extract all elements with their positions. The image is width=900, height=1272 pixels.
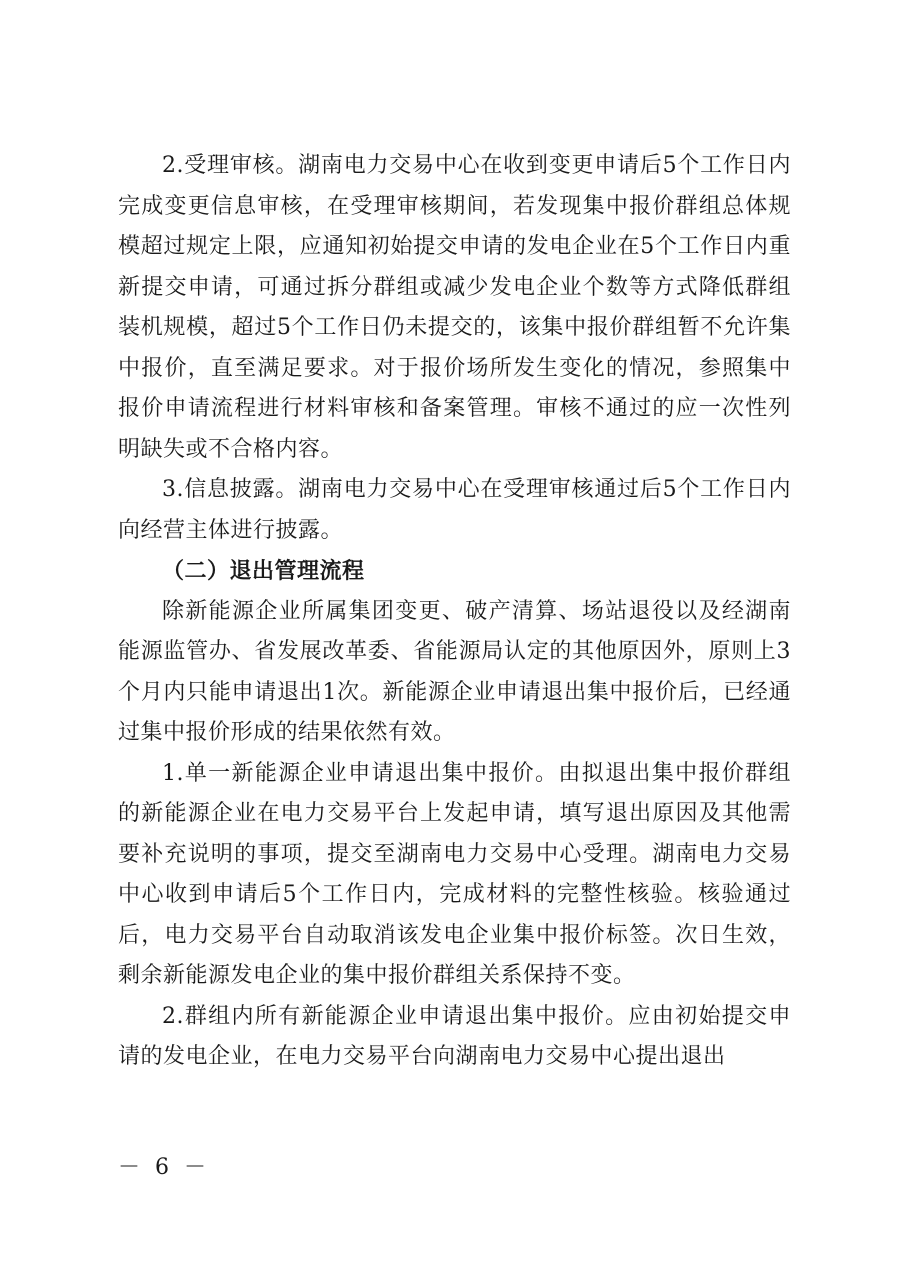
paragraph-single-enterprise-exit: 1.单一新能源企业申请退出集中报价。由拟退出集中报价群组的新能源企业在电力交易平台上发起申请，填写退出原因及其他需要补充说明的事项，提交至湖南电力交易中心受理。湖南电力交易中心收到申请后5个工作日内，完成材料的完整性核验。核验通过后，电力交易平台自动取消该发电企业集中报价标签。次日生效，剩余新能源发电企业的集中报价群组关系保持不变。 (118, 760, 791, 988)
page-number: － 6 － (118, 1155, 210, 1180)
paragraph-group-exit: 2.群组内所有新能源企业申请退出集中报价。应由初始提交申请的发电企业，在电力交易平台向湖南电力交易中心提出退出 (118, 1003, 791, 1069)
section-heading-exit-process: （二）退出管理流程 (162, 558, 365, 584)
paragraph-acceptance-review: 2.受理审核。湖南电力交易中心在收到变更申请后5个工作日内完成变更信息审核，在受理审核期间，若发现集中报价群组总体规模超过规定上限，应通知初始提交申请的发电企业在5个工作日内重新提交申请，可通过拆分群组或减少发电企业个数等方式降低群组装机规模，超过5个工作日仍未提交的，该集中报价群组暂不允许集中报价，直至满足要求。对于报价场所发生变化的情况，参照集中报价申请流程进行材料审核和备案管理。审核不通过的应一次性列明缺失或不合格内容。 (118, 153, 791, 462)
paragraph-exit-general: 除新能源企业所属集团变更、破产清算、场站退役以及经湖南能源监管办、省发展改革委、省能源局认定的其他原因外，原则上3个月内只能申请退出1次。新能源企业申请退出集中报价后，已经通过集中报价形成的结果依然有效。 (118, 598, 791, 745)
paragraph-information-disclosure: 3.信息披露。湖南电力交易中心在受理审核通过后5个工作日内向经营主体进行披露。 (118, 477, 791, 543)
document-body (118, 146, 791, 1078)
